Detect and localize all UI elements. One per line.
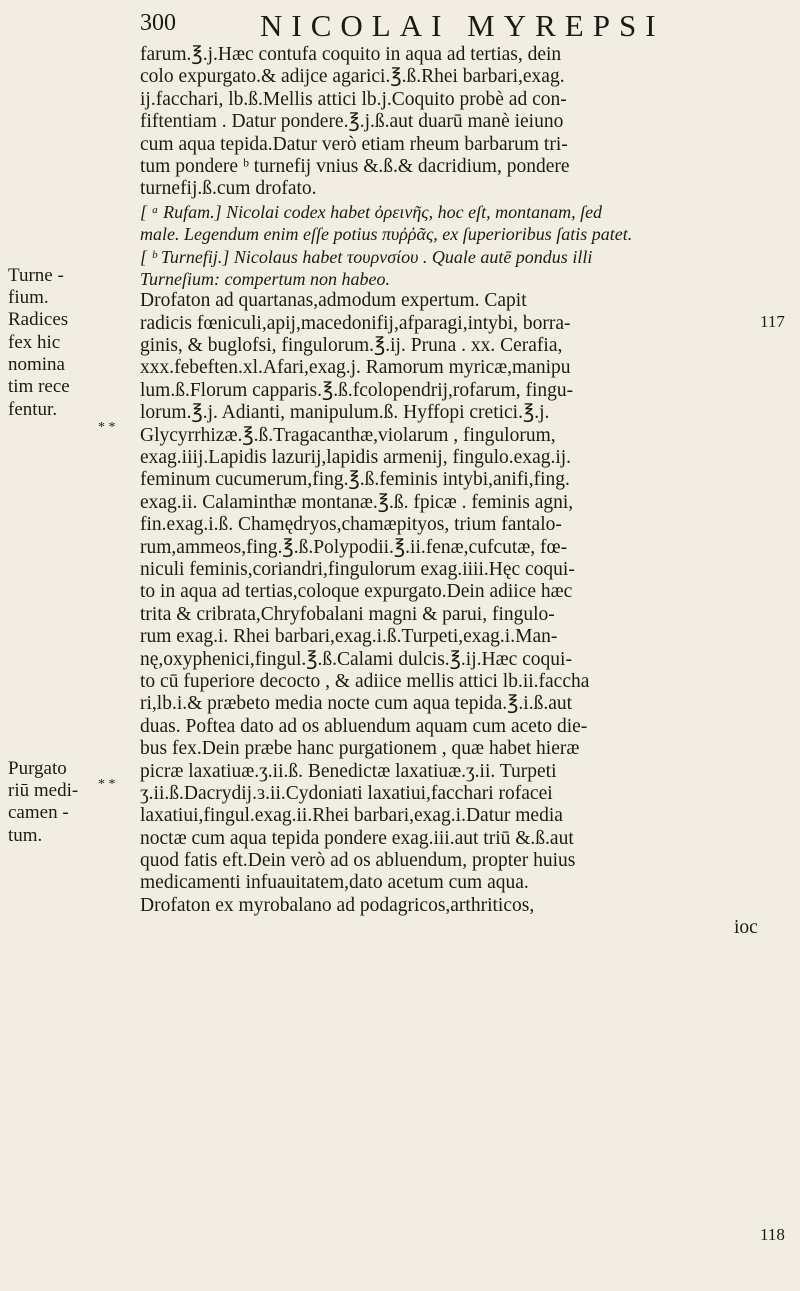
text-line: niculi feminis,coriandri,fingulorum exag.iiii.Hęc coqui-: [140, 558, 575, 580]
footnote-line: [ ᵃ Rufam.] Nicolai codex habet ὀρεινῆς, hoc eſt, montanam, ſed: [140, 201, 603, 222]
text-line: ʒ.ii.ß.Dacrydij.ɜ.ii.Cydoniati laxatiui,facchari rofacei: [140, 782, 553, 804]
text-line: rum exag.i. Rhei barbari,exag.i.ß.Turpeti,exag.i.Man-: [140, 626, 558, 648]
text-line: turnefij.ß.cum drofato.: [140, 178, 317, 200]
catchword: ioc: [734, 917, 758, 939]
margin-note: fium.: [8, 287, 49, 308]
text-line: Drofaton ex myrobalano ad podagricos,arthriticos,: [140, 894, 535, 916]
text-line: radicis fœniculi,apij,macedonifij,afparagi,intybi, borra-: [140, 312, 571, 334]
text-line: to cū fuperiore decocto , & adiice mellis attici lb.ii.faccha: [140, 670, 590, 692]
text-line: nę,oxyphenici,fingul.℥.ß.Calami dulcis.℥.ij.Hæc coqui-: [140, 648, 572, 670]
margin-note: riū medi-: [8, 780, 79, 801]
margin-note: tum.: [8, 825, 43, 846]
text-line: to in aqua ad tertias,coloque expurgato.Dein adiice hæc: [140, 581, 573, 603]
margin-note: fentur.: [8, 399, 58, 420]
text-line: fiftentiam . Datur pondere.℥.j.ß.aut duarū manè ieiuno: [140, 111, 564, 133]
text-line: exag.ii. Calaminthæ montanæ.℥.ß. fpicæ . feminis agni,: [140, 491, 574, 513]
text-line: exag.iiij.Lapidis lazurij,lapidis armenij, fingulo.exag.ij.: [140, 447, 572, 469]
page-number: 300: [140, 10, 176, 36]
margin-note: nomina: [8, 354, 65, 375]
margin-note: camen -: [8, 802, 69, 823]
text-line: laxatiui,fingul.exag.ii.Rhei barbari,exag.i.Datur media: [140, 805, 563, 827]
footnote-line: Turneſium: compertum non habeo.: [140, 268, 390, 289]
asterisk-mark: * *: [98, 420, 116, 435]
text-line: duas. Poftea dato ad os abluendum aquam cum aceto die-: [140, 715, 588, 737]
text-line: Drofaton ad quartanas,admodum expertum. Capit: [140, 290, 527, 312]
page-header: [140, 8, 740, 48]
text-line: farum.℥.j.Hæc contufa coquito in aqua ad tertias, dein: [140, 44, 562, 65]
text-line: quod fatis eft.Dein verò ad os abluendum, propter huius: [140, 850, 576, 872]
text-line: lum.ß.Florum capparis.℥.ß.fcolopendrij,rofarum, fingu-: [140, 379, 574, 401]
margin-note: Purgato: [8, 758, 67, 779]
margin-number: 118: [760, 1225, 785, 1244]
text-line: noctæ cum aqua tepida pondere exag.iii.aut triū &.ß.aut: [140, 827, 574, 849]
text-line: tum pondere ᵇ turnefij vnius &.ß.& dacridium, pondere: [140, 155, 570, 177]
text-line: trita & cribrata,Chryfobalani magni & parui, fingulo-: [140, 603, 555, 625]
margin-note: tim rece: [8, 376, 70, 397]
text-line: fin.exag.i.ß. Chamędryos,chamæpityos, trium fantalo-: [140, 514, 562, 536]
text-line: colo expurgato.& adijce agarici.℥.ß.Rhei barbari,exag.: [140, 66, 565, 88]
margin-note: fex hic: [8, 332, 61, 353]
running-head: NICOLAI MYREPSI: [260, 8, 665, 43]
asterisk-mark: * *: [98, 777, 116, 792]
text-line: lorum.℥.j. Adianti, manipulum.ß. Hyffopi cretici.℥.j.: [140, 402, 550, 424]
text-line: rum,ammeos,fing.℥.ß.Polypodii.℥.ii.fenæ,cufcutæ, fœ-: [140, 536, 568, 558]
footnote-line: [ ᵇ Turnefij.] Nicolaus habet τουρνσίου . Quale autē pondus illi: [140, 246, 593, 267]
text-line: feminum cucumerum,fing.℥.ß.feminis intybi,anifi,fing.: [140, 469, 570, 491]
text-line: Glycyrrhizæ.℥.ß.Tragacanthæ,violarum , fingulorum,: [140, 424, 556, 446]
margin-note: Turne -: [8, 265, 64, 286]
main-text: [140, 44, 772, 940]
text-line: medicamenti infuauitatem,dato acetum cum aqua.: [140, 872, 529, 894]
text-line: bus fex.Dein præbe hanc purgationem , quæ habet hieræ: [140, 738, 580, 760]
text-line: xxx.febeften.xl.Afari,exag.j. Ramorum myricæ,manipu: [140, 357, 571, 379]
text-line: cum aqua tepida.Datur verò etiam rheum barbarum tri-: [140, 133, 568, 155]
text-line: picræ laxatiuæ.ʒ.ii.ß. Benedictæ laxatiuæ.ʒ.ii. Turpeti: [140, 760, 557, 782]
margin-note: Radices: [8, 309, 69, 330]
text-line: ri,lb.i.& præbeto media nocte cum aqua tepida.℥.i.ß.aut: [140, 693, 573, 715]
margin-number: 117: [760, 312, 785, 331]
footnote-line: male. Legendum enim eſſe potius πυῤῥᾶς, ex ſuperioribus ſatis patet.: [140, 224, 633, 245]
text-line: ginis, & buglofsi, fingulorum.℥.ij. Pruna . xx. Cerafia,: [140, 335, 563, 357]
text-line: ij.facchari, lb.ß.Mellis attici lb.j.Coquito probè ad con-: [140, 88, 567, 110]
